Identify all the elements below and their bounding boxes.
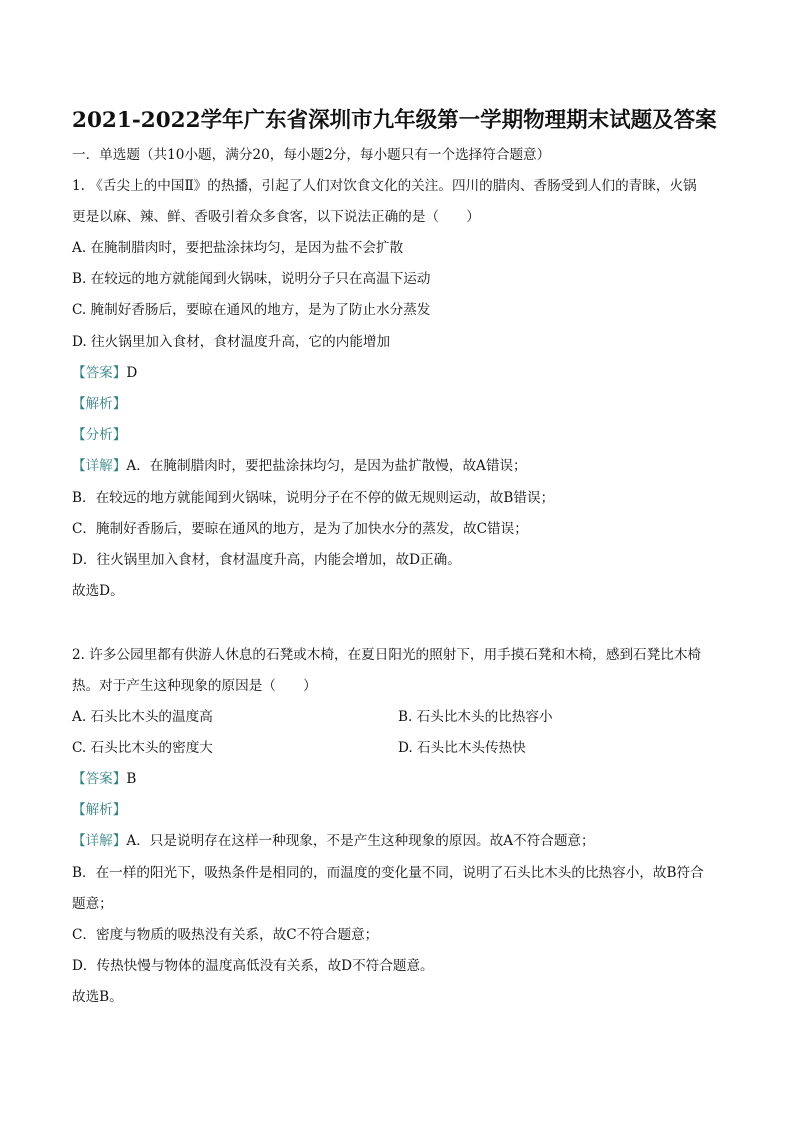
q2-detail-label: 【详解】 xyxy=(72,833,127,849)
q1-answer xyxy=(72,364,732,382)
q1-stem-line1: 1. 《舌尖上的中国Ⅱ》的热播，引起了人们对饮食文化的关注。四川的腊肉、香肠受到人们的青睐，火锅 xyxy=(72,178,697,194)
q2-answer-label: 【答案】 xyxy=(72,771,127,787)
q1-detail-line3: C．腌制好香肠后，要晾在通风的地方，是为了加快水分的蒸发，故C错误； xyxy=(72,521,528,537)
q1-conclusion: 故选D。 xyxy=(72,583,124,599)
q2-option-c: C. 石头比木头的密度大 xyxy=(72,740,213,756)
q1-answer-value: D xyxy=(126,365,138,381)
q1-option-b: B. 在较远的地方就能闻到火锅味，说明分子只在高温下运动 xyxy=(72,271,431,287)
q1-detail-label: 【详解】 xyxy=(72,458,127,474)
q1-detail-line1: 【详解】A．在腌制腊肉时，要把盐涂抹均匀，是因为盐扩散慢，故A错误； xyxy=(72,458,527,474)
q1-fenxi-label: 【分析】 xyxy=(72,427,127,443)
section-header: 一．单选题（共10小题，满分20，每小题2分，每小题只有一个选择符合题意） xyxy=(72,147,551,163)
page-title: 2021-2022学年广东省深圳市九年级第一学期物理期末试题及答案 xyxy=(72,108,717,133)
q2-stem-line2: 热。对于产生这种现象的原因是（ ） xyxy=(72,678,317,694)
q2-analysis-label: 【解析】 xyxy=(72,802,127,818)
q2-option-a: A. 石头比木头的温度高 xyxy=(72,709,213,725)
q2-detail-line1: 【详解】A．只是说明存在这样一种现象，不是产生这种现象的原因。故A不符合题意； xyxy=(72,833,595,849)
q1-analysis-label: 【解析】 xyxy=(72,396,127,412)
q1-option-a: A. 在腌制腊肉时，要把盐涂抹均匀，是因为盐不会扩散 xyxy=(72,240,404,256)
q2-detail-line2: B．在一样的阳光下，吸热条件是相同的，而温度的变化量不同，说明了石头比木头的比热容小，故B符合 xyxy=(72,865,704,881)
q2-conclusion: 故选B。 xyxy=(72,989,123,1005)
q2-option-d: D. 石头比木头传热快 xyxy=(398,740,526,756)
q1-option-c: C. 腌制好香肠后，要晾在通风的地方，是为了防止水分蒸发 xyxy=(72,302,431,318)
q2-detail-line3: 题意； xyxy=(72,896,113,912)
q1-answer-label: 【答案】 xyxy=(72,365,127,381)
q2-detail-line5: D．传热快慢与物体的温度高低没有关系，故D不符合题意。 xyxy=(72,958,434,974)
q2-answer xyxy=(72,770,732,788)
q2-stem-line1: 2. 许多公园里都有供游人休息的石凳或木椅，在夏日阳光的照射下，用手摸石凳和木椅，感到石凳比木椅 xyxy=(72,647,702,663)
q2-answer-value: B xyxy=(126,771,137,787)
q1-option-d: D. 往火锅里加入食材，食材温度升高，它的内能增加 xyxy=(72,334,391,350)
q1-detail-line2: B．在较远的地方就能闻到火锅味，说明分子在不停的做无规则运动，故B错误； xyxy=(72,490,555,506)
q2-option-b: B. 石头比木头的比热容小 xyxy=(398,709,553,725)
q1-stem-line2: 更是以麻、辣、鲜、香吸引着众多食客，以下说法正确的是（ ） xyxy=(72,209,480,225)
q1-detail-line4: D．往火锅里加入食材，食材温度升高，内能会增加，故D正确。 xyxy=(72,552,461,568)
q2-detail-line4: C．密度与物质的吸热没有关系，故C不符合题意； xyxy=(72,927,379,943)
